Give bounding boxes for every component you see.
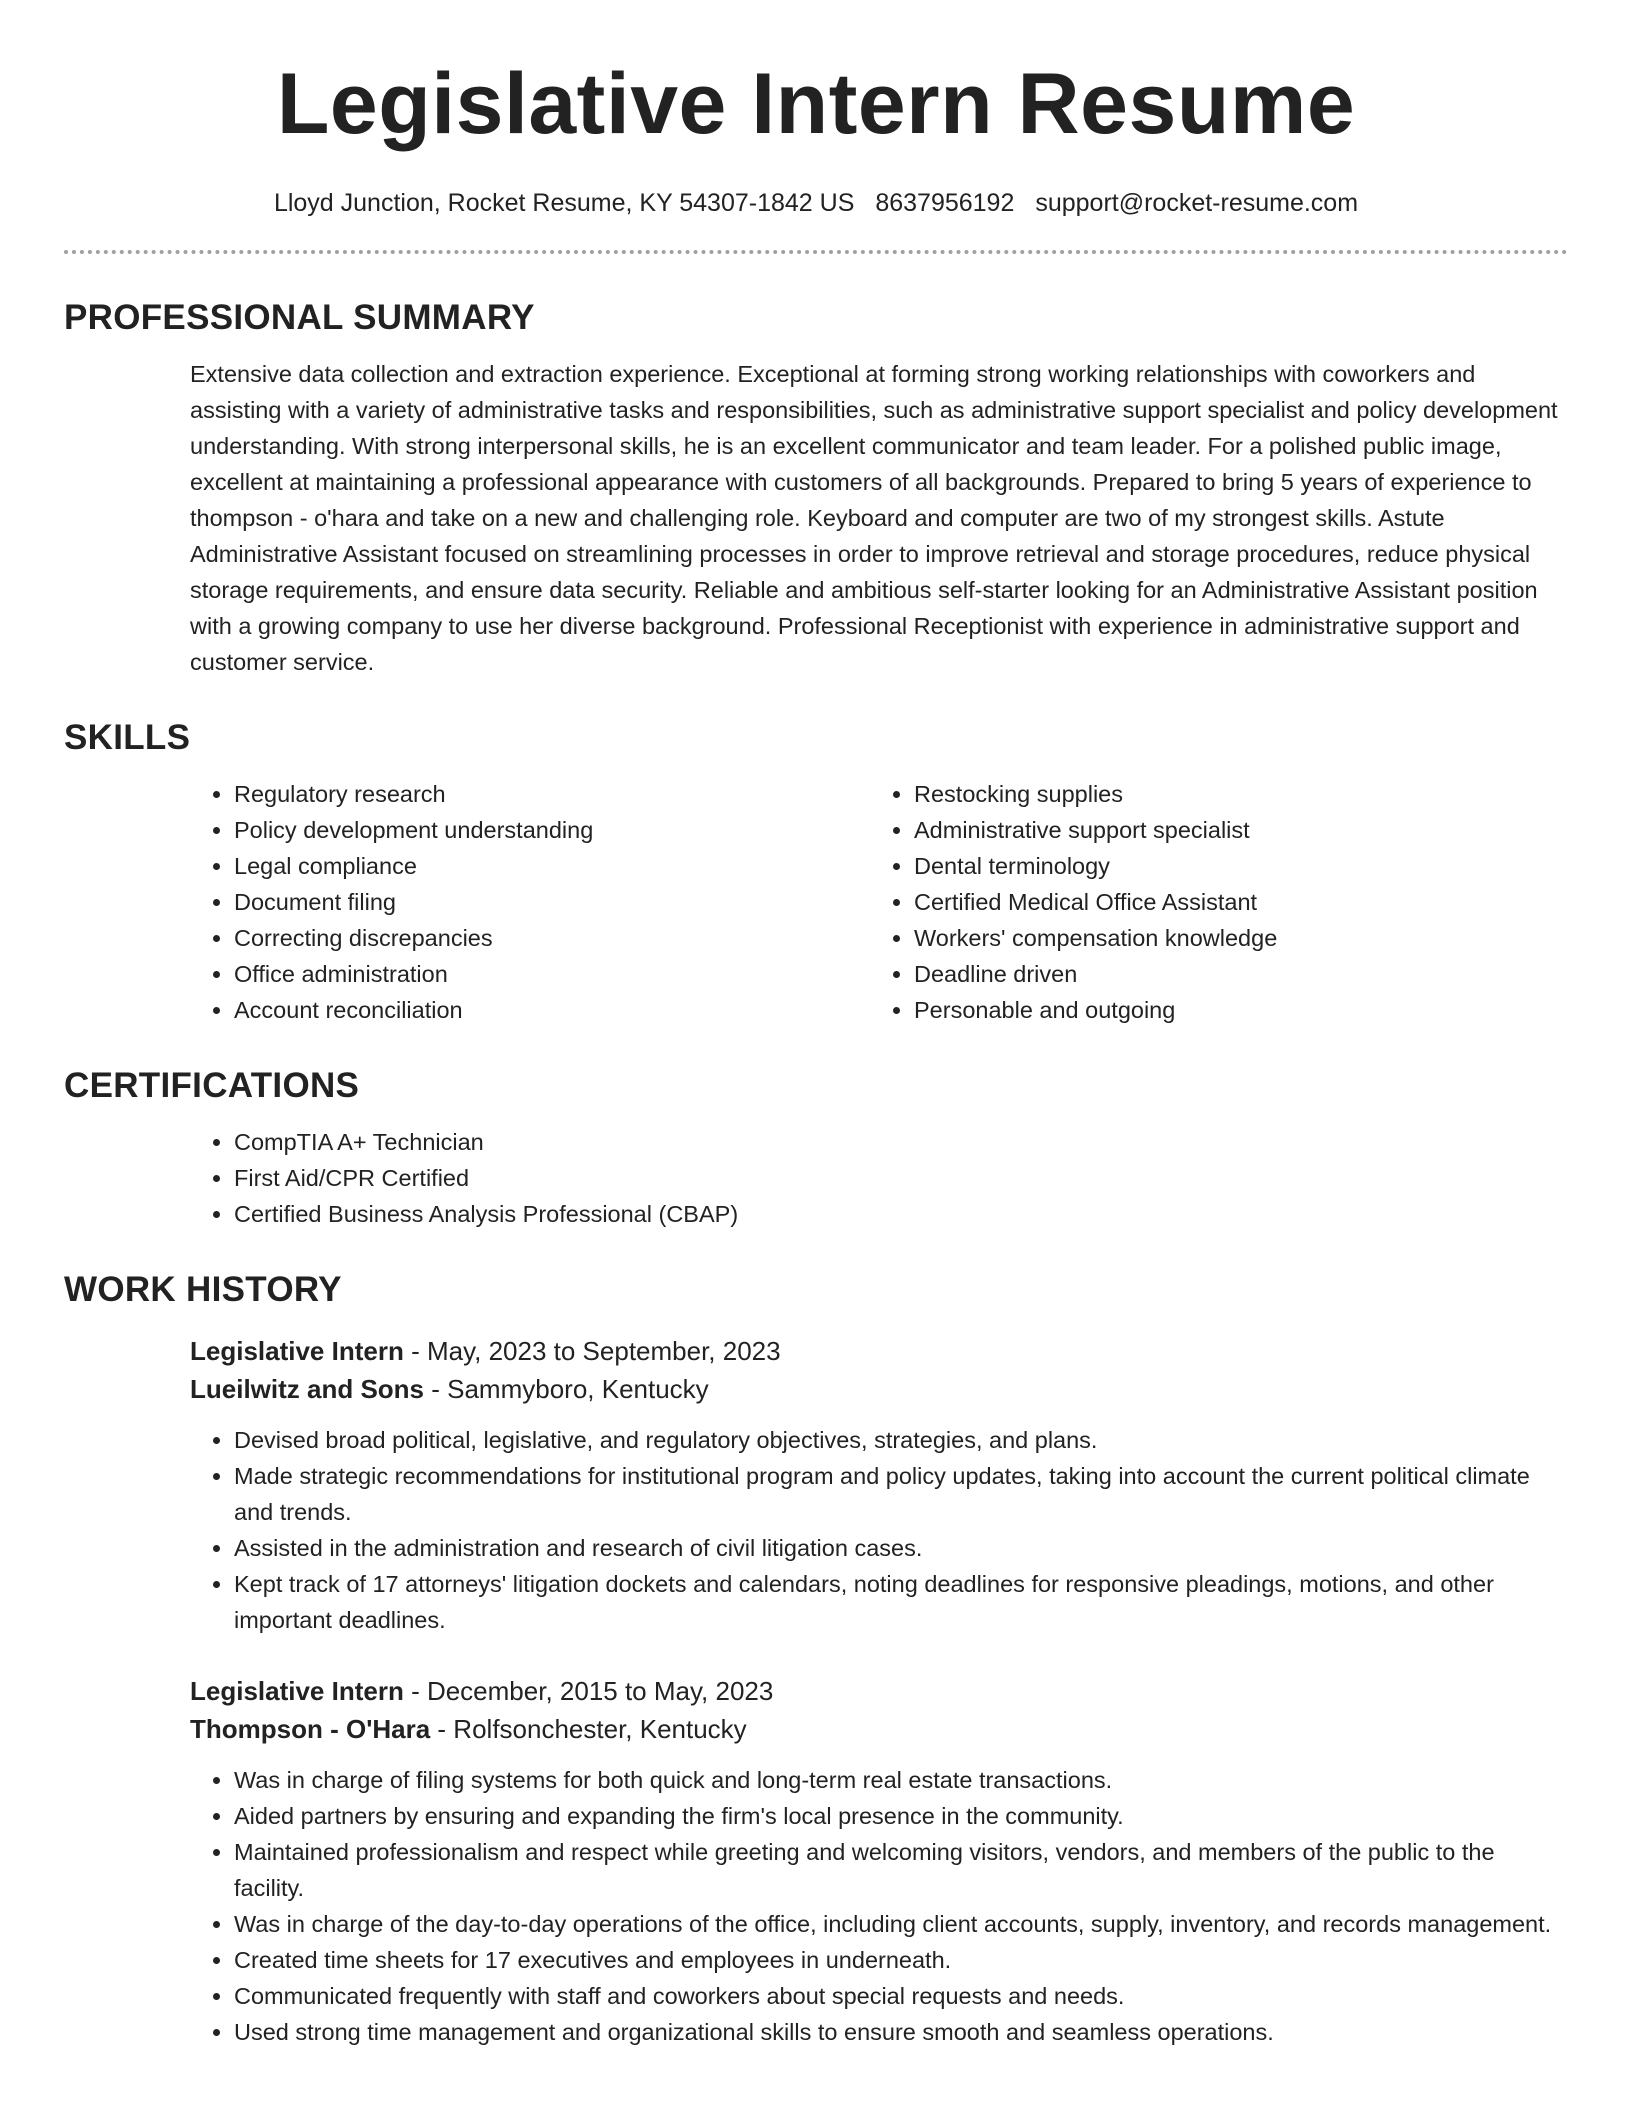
list-item: • Aided partners by ensuring and expanding the firm's local presence in the community. bbox=[234, 1798, 1568, 1834]
list-item: • Kept track of 17 attorneys' litigation dockets and calendars, noting deadlines for responsive pleadings, motions, and other important deadlines. bbox=[234, 1566, 1568, 1638]
skills-column-left bbox=[190, 776, 870, 1028]
page-title: Legislative Intern Resume bbox=[276, 56, 1356, 152]
skills-list-right bbox=[870, 776, 1550, 1028]
job-company: Thompson - O'Hara bbox=[190, 1714, 431, 1744]
list-item: • Made strategic recommendations for institutional program and policy updates, taking into account the current political climate and trends. bbox=[234, 1458, 1568, 1530]
contact-line bbox=[0, 188, 1632, 218]
list-item: • Used strong time management and organizational skills to ensure smooth and seamless operations. bbox=[234, 2014, 1568, 2050]
list-item: • Was in charge of filing systems for both quick and long-term real estate transactions. bbox=[234, 1762, 1568, 1798]
job-bullets bbox=[190, 1762, 1568, 2050]
summary-heading: PROFESSIONAL SUMMARY bbox=[64, 298, 535, 337]
job-dates: - December, 2015 to May, 2023 bbox=[403, 1676, 774, 1706]
list-item: • Account reconciliation bbox=[234, 992, 870, 1028]
job-title-line bbox=[190, 1672, 1568, 1710]
list-item: • Communicated frequently with staff and coworkers about special requests and needs. bbox=[234, 1978, 1568, 2014]
list-item: • Office administration bbox=[234, 956, 870, 992]
job-title-line bbox=[190, 1332, 1568, 1370]
list-item: • Legal compliance bbox=[234, 848, 870, 884]
job-location: - Sammyboro, Kentucky bbox=[424, 1374, 709, 1404]
list-item: • Workers' compensation knowledge bbox=[914, 920, 1550, 956]
skills-heading: SKILLS bbox=[64, 718, 191, 757]
job-title: Legislative Intern bbox=[190, 1676, 404, 1706]
summary-text: Extensive data collection and extraction experience. Exceptional at forming strong working relationships with coworkers and assisting with a variety of administrative tasks and responsibilities, such as administrative support specialist and policy development understanding. With strong interpersonal skills, he is an excellent communicator and team leader. For a polished public image, excellent at maintaining a professional appearance with customers of all backgrounds. Prepared to bring 5 years of experience to thompson - o'hara and take on a new and challenging role. Keyboard and computer are two of my strongest skills. Astute Administrative Assistant focused on streamlining processes in order to improve retrieval and storage procedures, reduce physical storage requirements, and ensure data security. Reliable and ambitious self-starter looking for an Administrative Assistant position with a growing company to use her diverse background. Professional Receptionist with experience in administrative support and customer service. bbox=[190, 361, 1558, 675]
resume-header bbox=[0, 0, 1632, 218]
job-entry bbox=[190, 1332, 1568, 1638]
list-item: • Assisted in the administration and research of civil litigation cases. bbox=[234, 1530, 1568, 1566]
header-divider bbox=[64, 250, 1568, 254]
skills-list-left bbox=[190, 776, 870, 1028]
certifications-section bbox=[64, 1066, 1568, 1232]
skills-body bbox=[190, 776, 1568, 1028]
job-company-line bbox=[190, 1370, 1568, 1408]
job-bullets bbox=[190, 1422, 1568, 1638]
skills-column-right bbox=[870, 776, 1550, 1028]
job-location: - Rolfsonchester, Kentucky bbox=[430, 1714, 747, 1744]
list-item: • Certified Medical Office Assistant bbox=[914, 884, 1550, 920]
skills-grid bbox=[190, 776, 1568, 1028]
list-item: • Restocking supplies bbox=[914, 776, 1550, 812]
list-item: • Certified Business Analysis Professional (CBAP) bbox=[234, 1196, 1568, 1232]
address-text: Lloyd Junction, Rocket Resume, KY 54307-1842 US bbox=[273, 189, 855, 217]
job-title: Legislative Intern bbox=[190, 1336, 404, 1366]
job-entry bbox=[190, 1672, 1568, 2050]
list-item: • Deadline driven bbox=[914, 956, 1550, 992]
list-item: • Administrative support specialist bbox=[914, 812, 1550, 848]
list-item: • Document filing bbox=[234, 884, 870, 920]
work-history-body bbox=[190, 1332, 1568, 2050]
skills-section bbox=[64, 718, 1568, 1028]
phone-text: 8637956192 bbox=[875, 189, 1015, 217]
list-item: • Maintained professionalism and respect while greeting and welcoming visitors, vendors, and members of the public to the facility. bbox=[234, 1834, 1568, 1906]
list-item: • Created time sheets for 17 executives and employees in underneath. bbox=[234, 1942, 1568, 1978]
certifications-list bbox=[190, 1124, 1568, 1232]
work-history-section bbox=[64, 1270, 1568, 2050]
certifications-heading: CERTIFICATIONS bbox=[64, 1066, 360, 1105]
list-item: • Correcting discrepancies bbox=[234, 920, 870, 956]
list-item: • CompTIA A+ Technician bbox=[234, 1124, 1568, 1160]
email-link[interactable]: support@rocket-resume.com bbox=[1035, 189, 1359, 217]
list-item: • Devised broad political, legislative, and regulatory objectives, strategies, and plans. bbox=[234, 1422, 1568, 1458]
job-company: Lueilwitz and Sons bbox=[190, 1374, 425, 1404]
list-item: • Dental terminology bbox=[914, 848, 1550, 884]
list-item: • First Aid/CPR Certified bbox=[234, 1160, 1568, 1196]
job-dates: - May, 2023 to September, 2023 bbox=[403, 1336, 781, 1366]
list-item: • Regulatory research bbox=[234, 776, 870, 812]
list-item: • Policy development understanding bbox=[234, 812, 870, 848]
summary-section bbox=[64, 298, 1568, 680]
certifications-body bbox=[190, 1124, 1568, 1232]
list-item: • Personable and outgoing bbox=[914, 992, 1550, 1028]
list-item: • Was in charge of the day-to-day operations of the office, including client accounts, supply, inventory, and records management. bbox=[234, 1906, 1568, 1942]
summary-body bbox=[190, 356, 1568, 680]
job-company-line bbox=[190, 1710, 1568, 1748]
work-history-heading: WORK HISTORY bbox=[64, 1270, 342, 1309]
